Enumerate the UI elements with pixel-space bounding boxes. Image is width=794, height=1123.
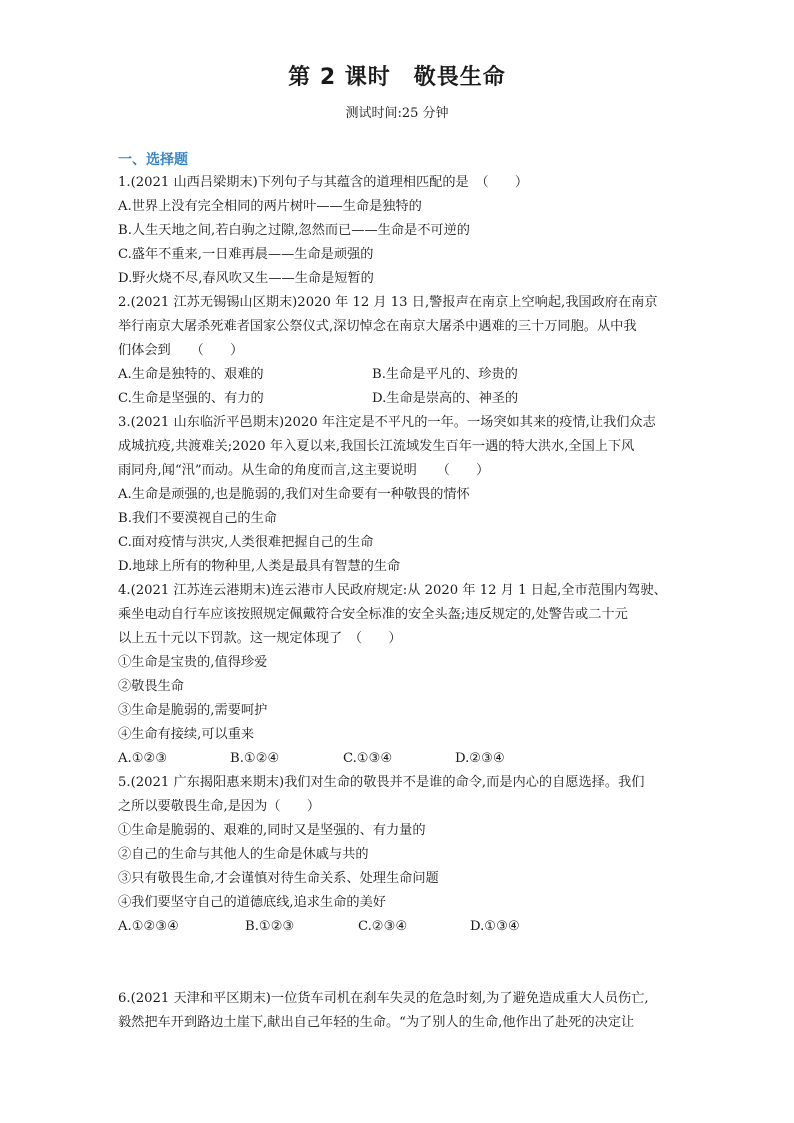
question-5-statement-1: ①生命是脆弱的、艰难的,同时又是坚强的、有力量的: [118, 823, 426, 838]
question-3-option-c: C.面对疫情与洪灾,人类很难把握自己的生命: [118, 535, 374, 550]
question-3-option-b: B.我们不要漠视自己的生命: [118, 511, 277, 526]
question-2-line-3: 们体会到 （ ）: [118, 343, 244, 358]
question-4-statement-4: ④生命有接续,可以重来: [118, 727, 255, 742]
test-time: 测试时间:25 分钟: [345, 106, 449, 121]
question-3-line-3: 雨同舟,闻“汛”而动。从生命的角度而言,这主要说明 （ ）: [118, 463, 490, 478]
question-1-option-a: A.世界上没有完全相同的两片树叶——生命是独特的: [118, 199, 422, 214]
question-4-option-a: A.①②③: [118, 751, 168, 766]
question-4-option-c: C.①③④: [343, 751, 393, 766]
question-5-line-1: 5.(2021 广东揭阳惠来期末)我们对生命的敬畏并不是谁的命令,而是内心的自愿选择。我们: [118, 775, 645, 790]
question-4-statement-2: ②敬畏生命: [118, 679, 184, 694]
question-4-line-1: 4.(2021 江苏连云港期末)连云港市人民政府规定:从 2020 年 12 月 1 日起,全市范围内驾驶、: [118, 583, 667, 598]
question-4-line-2: 乘坐电动自行车应该按照规定佩戴符合安全标准的安全头盔;违反规定的,处警告或二十元: [118, 607, 628, 622]
question-5-line-2: 之所以要敬畏生命,是因为（ ）: [118, 799, 321, 814]
question-6-line-2: 毅然把车开到路边土崖下,献出自己年轻的生命。“为了别人的生命,他作出了赴死的决定让: [118, 1015, 635, 1030]
question-5-option-b: B.①②③: [245, 919, 295, 934]
question-4-statement-1: ①生命是宝贵的,值得珍爱: [118, 655, 268, 670]
question-1-stem: 1.(2021 山西吕梁期末)下列句子与其蕴含的道理相匹配的是 （ ）: [118, 175, 529, 190]
question-5-option-a: A.①②③④: [118, 919, 180, 934]
question-1-option-d: D.野火烧不尽,春风吹又生——生命是短暂的: [118, 271, 374, 286]
section-heading: 一、选择题: [118, 152, 188, 168]
question-2-line-1: 2.(2021 江苏无锡锡山区期末)2020 年 12 月 13 日,警报声在南京上空响起,我国政府在南京: [118, 295, 658, 310]
question-2-line-2: 举行南京大屠杀死难者国家公祭仪式,深切悼念在南京大屠杀中遇难的三十万同胞。从中我: [118, 319, 637, 334]
question-4-option-d: D.②③④: [455, 751, 505, 766]
question-4-option-b: B.①②④: [230, 751, 280, 766]
question-5-option-d: D.①③④: [470, 919, 520, 934]
question-5-statement-4: ④我们要坚守自己的道德底线,追求生命的美好: [118, 895, 386, 910]
question-3-option-a: A.生命是顽强的,也是脆弱的,我们对生命要有一种敬畏的情怀: [118, 487, 470, 502]
question-4-statement-3: ③生命是脆弱的,需要呵护: [118, 703, 268, 718]
question-3-line-2: 成城抗疫,共渡难关;2020 年入夏以来,我国长江流域发生百年一遇的特大洪水,全国上下风: [118, 439, 635, 454]
question-5-option-c: C.②③④: [358, 919, 408, 934]
question-2-option-c: C.生命是坚强的、有力的: [118, 391, 264, 406]
question-3-line-1: 3.(2021 山东临沂平邑期末)2020 年注定是不平凡的一年。一场突如其来的疫情,让我们众志: [118, 415, 656, 430]
question-4-line-3: 以上五十元以下罚款。这一规定体现了 （ ）: [118, 631, 402, 646]
question-6-line-1: 6.(2021 天津和平区期末)一位货车司机在刹车失灵的危急时刻,为了避免造成重大人员伤亡,: [118, 991, 649, 1006]
page-title: 第 2 课时 敬畏生命: [288, 65, 506, 90]
question-3-option-d: D.地球上所有的物种里,人类是最具有智慧的生命: [118, 559, 401, 574]
question-1-option-c: C.盛年不重来,一日难再晨——生命是顽强的: [118, 247, 374, 262]
question-2-option-a: A.生命是独特的、艰难的: [118, 367, 264, 382]
question-2-option-b: B.生命是平凡的、珍贵的: [372, 367, 518, 382]
question-5-statement-2: ②自己的生命与其他人的生命是休戚与共的: [118, 847, 369, 862]
question-1-option-b: B.人生天地之间,若白驹之过隙,忽然而已——生命是不可逆的: [118, 223, 470, 238]
question-2-option-d: D.生命是崇高的、神圣的: [372, 391, 519, 406]
question-5-statement-3: ③只有敬畏生命,才会谨慎对待生命关系、处理生命问题: [118, 871, 439, 886]
